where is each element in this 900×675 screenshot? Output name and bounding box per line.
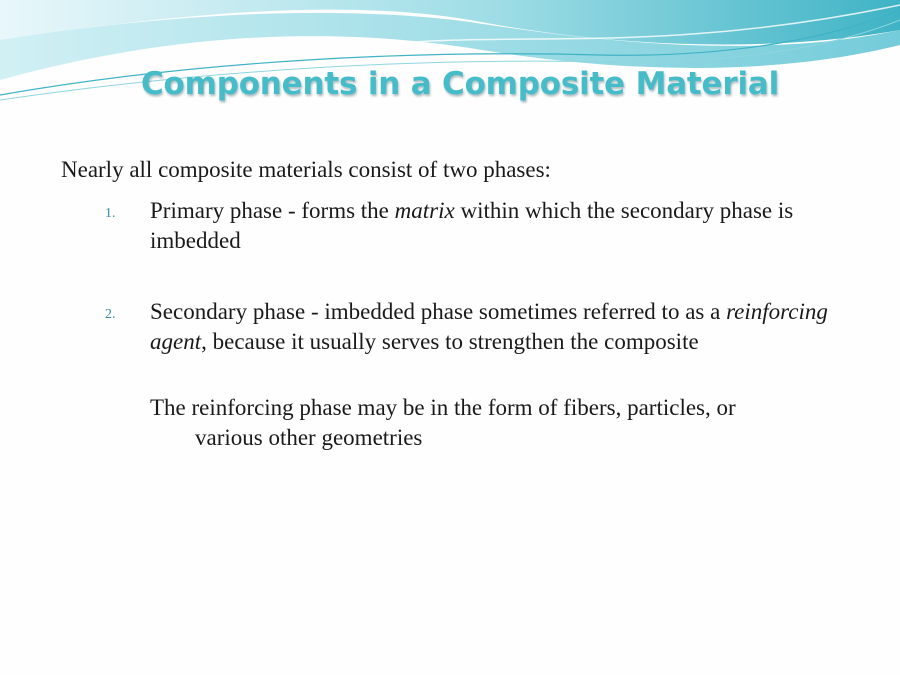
- list-item-number: 1.: [105, 206, 116, 221]
- text-segment: within which the secondary phase is imbedded: [150, 198, 794, 253]
- list-item-number: 2.: [105, 307, 116, 322]
- text-segment: Primary phase - forms the: [150, 198, 395, 223]
- intro-text: Nearly all composite materials consist of two phases:: [61, 157, 551, 182]
- text-segment: Secondary phase - imbedded phase sometimes referred to as a: [150, 299, 727, 324]
- text-segment: , because it usually serves to strengthen the composite: [201, 329, 699, 354]
- sub-point-text: [150, 393, 850, 453]
- list-item-text: [150, 297, 850, 357]
- emphasis-reinforcing-agent: reinforcing agent: [150, 299, 828, 354]
- sub-point-line-2: various other geometries: [195, 425, 423, 450]
- emphasis-matrix: matrix: [394, 198, 455, 223]
- list-item-text: [150, 196, 850, 256]
- slide-title: Components in a Composite Material: [140, 66, 780, 102]
- sub-point-line-1: The reinforcing phase may be in the form of fibers, particles, or: [150, 395, 736, 420]
